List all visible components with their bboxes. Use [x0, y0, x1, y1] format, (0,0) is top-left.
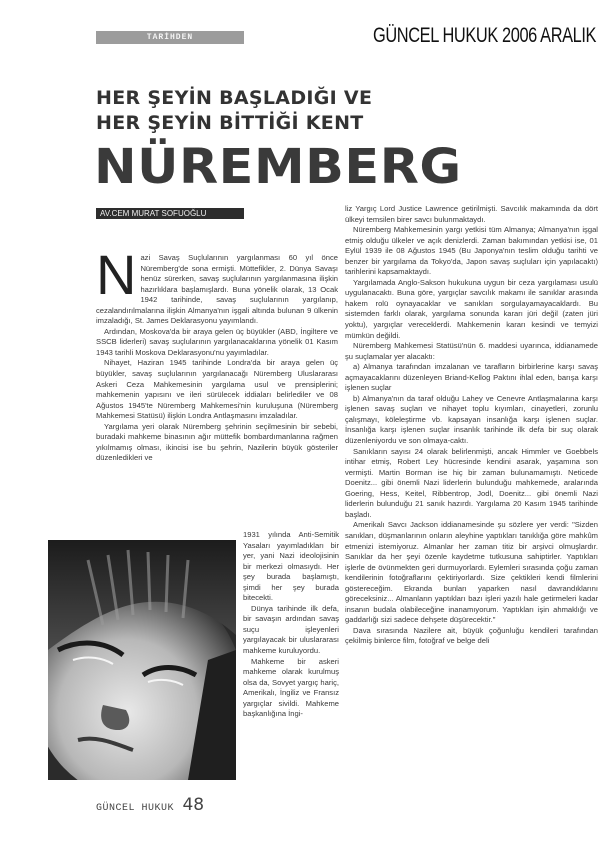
paragraph: Amerikalı Savcı Jackson iddianamesinde şu sözlere yer verdi: "Sizden sanıkları, düşmanlarının onların aleyhine yaptıkları tanıklığa göre mahkûm etmenizi istemiyoruz. Almanlar her zaman titiz bir arşivci olmuşlardır. Sanıklar da her şeyi özenle kaydetme tutkusuna sahiptirler. Yaptıkları işlerle de övünmekten geri durmuyorlardı. Eylemleri sırasında çoğu zaman kendilerinin fotoğraflarını çektiriyorlardı. Size çektikleri kendi filmlerini göstereceğim. Ekranda bunları yaparken nasıl davrandıklarını göreceksiniz... Almanların yaptıkları bazı işleri yazılı hale getirmeleri kadar insanın budala olabileceğine inanamıyorum. Yaptıkları işin ahmaklığı ve gaddarlığı sizi sadece dehşete düşürecektir.": [345, 520, 598, 625]
page-footer: [96, 795, 204, 815]
paragraph: a) Almanya tarafından imzalanan ve tarafların birbirlerine karşı savaş açmayacaklarını düzenleyen Briand-Kellog Paktını ihlal eden, barışa karşı işlenen suçlar: [345, 362, 598, 393]
kicker-line-1: HER ŞEYİN BAŞLADIĞI VE: [96, 87, 373, 109]
paragraph: 1931 yılında Anti-Semitik Yasaları yayımladıkları bir yer, yani Nazi ideolojisinin bir merkezi olmasıydı. Her şey burada başlamıştı, şimdi her şey burada bitecekti.: [243, 530, 339, 603]
footer-publication: GÜNCEL HUKUK: [96, 803, 175, 814]
masthead: GÜNCEL HUKUK 2006 ARALIK: [373, 24, 597, 47]
portrait-illustration-icon: [48, 540, 236, 780]
section-tag: TARİHDEN: [96, 31, 244, 44]
paragraph: Ardından, Moskova'da bir araya gelen üç büyükler (ABD, İngiltere ve SSCB liderleri) savaş suçlularının yargılanacaklarına yönelik 01 Kasım 1943 tarihli Moskova Deklarasyonu'nu yayımladılar.: [96, 326, 338, 357]
left-column: [96, 243, 338, 464]
drop-cap: N: [96, 243, 137, 306]
article-headline: NÜREMBERG: [94, 139, 462, 195]
paragraph: Nihayet, Haziran 1945 tarihinde Londra'da bir araya gelen üç büyükler, savaş suçlularının yargılanacağı Nüremberg Uluslararası Askeri Ceza Mahkemesinin yargılama usul ve prensiplerini; mahkemenin yapısını ve ileri sürülecek iddiaları belirlediler ve 08 Ağustos 1945'te Nüremberg Mahkemesi'nin kuruluşuna (Nüremberg Mahkemesi Statüsü) ilişkin Londra Antlaşmasını imzaladılar.: [96, 358, 338, 421]
article-kicker: [96, 86, 372, 136]
paragraph: Nüremberg Mahkemesinin yargı yetkisi tüm Almanya; Almanya'nın işgal etmiş olduğu ülkeler ve açık denizlerdi. Zaman bakımından yetkisi ise, 01 Eylül 1939 ile 08 Ağustos 1945 (Bu Japonya'nın teslim olduğu tarihti ve benzer bir yargılama da Tokyo'da, Japon savaş suçluları için yapılacaktı) tarihlerini kapsamaktaydı.: [345, 225, 598, 277]
kicker-line-2: HER ŞEYİN BİTTİĞİ KENT: [96, 112, 364, 134]
paragraph: Dünya tarihinde ilk defa, bir savaşın ardından savaş suçu işleyenleri yargılayacak bir uluslararası mahkeme kuruluyordu.: [243, 603, 339, 656]
paragraph: Nazi Savaş Suçlularının yargılanması 60 yıl önce Nüremberg'de sona ermişti. Müttefikler, 2. Dünya Savaşı henüz sürerken, savaş suçlularının yargılanmasına ilişkin hazırlıklara başlamışlardı. Buna yönelik olarak, 13 Ocak 1942 tarihinde, savaş suçlularının yargılanıp, cezalandırılmalarına ilişkin Almanya'nın işgali altında bulunan 9 ülkenin imzaladığı, St. James Deklarasyonu yayımlandı.: [96, 243, 338, 326]
paragraph: Sanıkların sayısı 24 olarak belirlenmişti, ancak Himmler ve Goebbels intihar etmiş, Robert Ley hücresinde kendini asarak, yaşamına son vermişti. Martin Borman ise hiç bir zaman bulunamamıştı. Neticede Doenitz... gibi önemli Nazi liderlerin bulunduğu mahkemede, aralarında Goering, Hess, Keitel, Ribbentrop, Jodl, Doenitz... gibi önemli Nazi liderlerin bulunduğu 21 sanık hazırdı. Yargılama 20 Kasım 1945 tarihinde başladı.: [345, 446, 598, 519]
paragraph: liz Yargıç Lord Justice Lawrence getirilmişti. Savcılık makamında da dört ülkeyi temsilen birer savcı bulunmaktaydı.: [345, 204, 598, 224]
paragraph: Mahkeme bir askeri mahkeme olarak kurulmuş olsa da, Sovyet yargıç hariç, Amerikalı, İngiliz ve Fransız yargıçlar sivildi. Mahkeme başkanlığına İngi-: [243, 656, 339, 719]
page-number: 48: [182, 795, 205, 815]
paragraph: Nüremberg Mahkemesi Statüsü'nün 6. maddesi uyarınca, iddianamede şu suçlamalar yer alacaktı:: [345, 341, 598, 361]
paragraph: Yargılama yeri olarak Nüremberg şehrinin seçilmesinin bir sebebi, buradaki mahkeme binasının ağır müttefik bombardımanlarına rağmen yıkılmamış olması, ikincisi ise bu şehrin, Nazilerin büyük gösteriler düzenledikleri ve: [96, 421, 338, 463]
right-column: [345, 204, 598, 647]
paragraph: Dava sırasında Nazilere ait, büyük çoğunluğu kendileri tarafından çekilmiş binlerce film, fotoğraf ve belge deli: [345, 625, 598, 646]
paragraph: b) Almanya'nın da taraf olduğu Lahey ve Cenevre Antlaşmalarına karşı işlenen savaş suçları ve nihayet toplu kıyımları, cinayetleri, zorunlu çalışmayı, köleleştirme vb. kapsayan insanlığa karşı işlenen suçlar. İnsanlığa karşı işlenen suçlar insanlık tarihinde ilk defa bir suç olarak düzenleniyordu ve son olmaya-caktı.: [345, 393, 598, 446]
portrait-image: [48, 540, 236, 780]
author-byline: AV.CEM MURAT SOFUOĞLU: [96, 208, 244, 219]
paragraph: Yargılamada Anglo-Sakson hukukuna uygun bir ceza yargılaması usulü uygulanacaktı. Buna göre, yargıçlar savcılık makamı ile sanıklar arasında hakem rolü oynayacaklar ve sanıkları sorgulayamayacaklardı. Bu sistemden farklı olarak, yargılama sonunda kararı jüri değil (zaten jüri yoktu), yargıçlar vereceklerdi. Mahkemenin kararı kesindi ve temyizi mümkün değildi.: [345, 277, 598, 340]
narrow-column: [243, 530, 339, 720]
